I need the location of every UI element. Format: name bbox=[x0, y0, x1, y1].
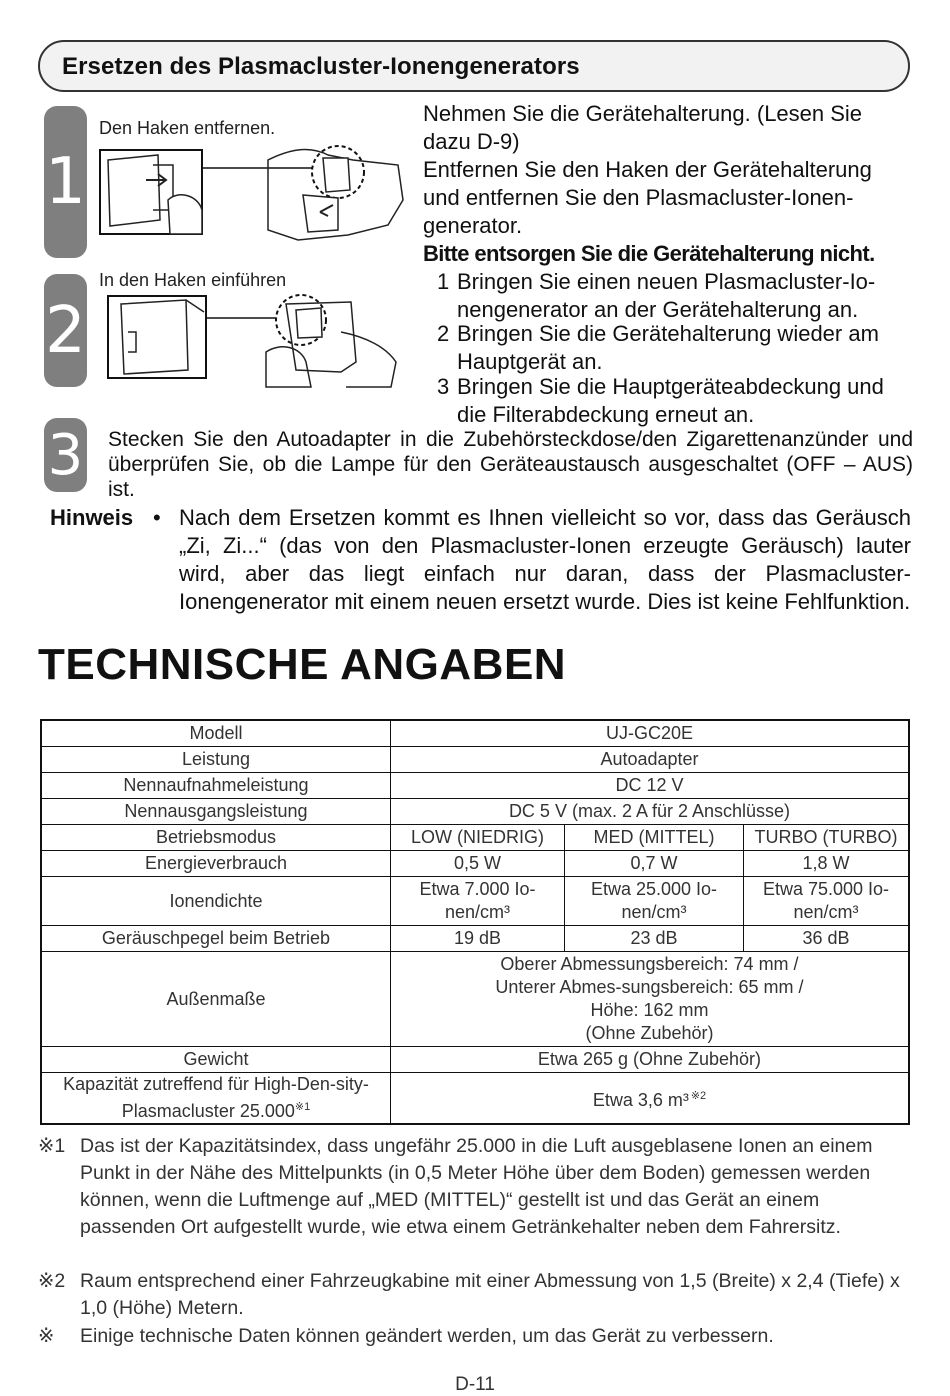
footnote-2-mark: ※2 bbox=[38, 1270, 66, 1292]
step-1-caption: Den Haken entfernen. bbox=[99, 118, 276, 138]
spec-label-modell: Modell bbox=[41, 720, 391, 747]
sub-step-3-number: 3 bbox=[437, 374, 450, 399]
mode-turbo: TURBO (TURBO) bbox=[744, 825, 910, 851]
table-row bbox=[41, 720, 909, 747]
geraeusch-low: 19 dB bbox=[391, 926, 565, 952]
spec-value-aussenmasse bbox=[391, 952, 910, 1047]
kapazitaet-label: Kapazität zutreffend für High-Den-sity-Plasmacluster 25.000 bbox=[63, 1074, 369, 1121]
footnote-ref-2: ※2 bbox=[690, 1089, 707, 1102]
step-1-number: 1 bbox=[44, 106, 87, 258]
table-row bbox=[41, 773, 909, 799]
energie-med: 0,7 W bbox=[565, 851, 744, 877]
table-row bbox=[41, 877, 909, 926]
spec-table bbox=[40, 719, 910, 1125]
aussenmasse-text: Oberer Abmessungsbereich: 74 mm / Unterer Abmes-sungsbereich: 65 mm / Höhe: 162 mm bbox=[495, 954, 804, 1020]
energie-turbo: 1,8 W bbox=[744, 851, 910, 877]
note-bullet: • bbox=[153, 505, 161, 530]
footnote-2 bbox=[38, 1268, 913, 1324]
spec-value-nennaufnahme: DC 12 V bbox=[391, 773, 910, 799]
spec-value-gewicht: Etwa 265 g (Ohne Zubehör) bbox=[391, 1047, 910, 1073]
note-text: Nach dem Ersetzen kommt es Ihnen vielleicht so vor, dass das Geräusch „Zi, Zi...“ (das von den Plasmacluster-Ionen erzeugte Geräusch) lauter wird, aber das liegt einfach nur daran, dass der Plasmacluster-Ionengenerator mit einem neuen ersetzt wurde. Dies ist keine Fehlfunktion. bbox=[179, 505, 911, 614]
geraeusch-med: 23 dB bbox=[565, 926, 744, 952]
spec-label-kapazitaet bbox=[41, 1073, 391, 1125]
section-header bbox=[38, 40, 910, 92]
table-row bbox=[41, 747, 909, 773]
energie-low: 0,5 W bbox=[391, 851, 565, 877]
table-row bbox=[41, 952, 909, 1047]
spec-label-energie: Energieverbrauch bbox=[41, 851, 391, 877]
spec-label-gewicht: Gewicht bbox=[41, 1047, 391, 1073]
instruction-1: Nehmen Sie die Gerätehalterung. (Lesen Sie dazu D-9) bbox=[423, 101, 863, 154]
table-row bbox=[41, 926, 909, 952]
aussenmasse-note: (Ohne Zubehör) bbox=[585, 1023, 714, 1043]
sub-step-1-number: 1 bbox=[437, 269, 450, 294]
ionen-low: Etwa 7.000 Io-nen/cm³ bbox=[391, 877, 565, 926]
spec-value-kapazitaet bbox=[391, 1073, 910, 1125]
geraeusch-turbo: 36 dB bbox=[744, 926, 910, 952]
step-2-number: 2 bbox=[44, 274, 87, 387]
spec-label-betriebsmodus: Betriebsmodus bbox=[41, 825, 391, 851]
step-3-text: Stecken Sie den Autoadapter in die Zubehörsteckdose/den Zigarettenanzünder und überprüfen Sie, ob die Lampe für den Geräteaustausch ausgeschaltet (OFF – AUS) ist. bbox=[108, 428, 913, 501]
spec-value-leistung: Autoadapter bbox=[391, 747, 910, 773]
table-row bbox=[41, 1073, 909, 1125]
page-number: D-11 bbox=[455, 1374, 495, 1395]
section-title: Ersetzen des Plasmacluster-Ionengenerators bbox=[62, 53, 580, 80]
spec-label-nennaufnahme: Nennaufnahmeleistung bbox=[41, 773, 391, 799]
table-row bbox=[41, 851, 909, 877]
footnote-ref-1: ※1 bbox=[294, 1101, 311, 1113]
footnote-1 bbox=[38, 1133, 913, 1268]
spec-label-nennausgang: Nennausgangsleistung bbox=[41, 799, 391, 825]
sub-step-3-text: Bringen Sie die Hauptgeräteabdeckung und die Filterabdeckung erneut an. bbox=[457, 374, 884, 427]
sub-step-2-text: Bringen Sie die Gerätehalterung wieder am Hauptgerät an. bbox=[457, 321, 879, 374]
mode-med: MED (MITTEL) bbox=[565, 825, 744, 851]
note-label: Hinweis bbox=[50, 505, 134, 530]
sub-step-1-text: Bringen Sie einen neuen Plasmacluster-Io-nengenerator an der Gerätehalterung an. bbox=[457, 269, 876, 322]
spec-label-ionendichte: Ionendichte bbox=[41, 877, 391, 926]
mode-low: LOW (NIEDRIG) bbox=[391, 825, 565, 851]
footnote-1-mark: ※1 bbox=[38, 1135, 66, 1157]
step-2-caption: In den Haken einführen bbox=[99, 270, 287, 290]
step-2-illustration bbox=[106, 292, 402, 392]
footnote-1-text: Das ist der Kapazitätsindex, dass ungefähr 25.000 in die Luft ausgeblasene Ionen an einem Punkt in der Nähe des Mittelpunkts (in 0,5 Meter Höhe über dem Boden) gemessen werden können, wenn die Luftmenge auf „MED (MITTEL)“ gestellt ist und das Gerät an einem passenden Ort aufgestellt wurde, wie etwa einem Getränkehalter neben dem Fahrersitz. bbox=[80, 1135, 873, 1238]
step-1-illustration bbox=[98, 140, 408, 245]
table-row bbox=[41, 1047, 909, 1073]
spec-label-leistung: Leistung bbox=[41, 747, 391, 773]
sub-step-2-number: 2 bbox=[437, 321, 450, 346]
spec-label-geraeusch: Geräuschpegel beim Betrieb bbox=[41, 926, 391, 952]
spec-label-aussenmasse: Außenmaße bbox=[41, 952, 391, 1047]
table-row bbox=[41, 799, 909, 825]
spec-title: TECHNISCHE ANGABEN bbox=[38, 640, 567, 689]
instruction-warning: Bitte entsorgen Sie die Gerätehalterung nicht. bbox=[423, 241, 875, 266]
footnote-3-text: Einige technische Daten können geändert werden, um das Gerät zu verbessern. bbox=[80, 1325, 774, 1347]
ionen-turbo: Etwa 75.000 Io-nen/cm³ bbox=[744, 877, 910, 926]
instruction-2: Entfernen Sie den Haken der Gerätehalterung und entfernen Sie den Plasmacluster-Ionen-generator. bbox=[423, 157, 872, 238]
footnote-3 bbox=[38, 1323, 913, 1351]
table-row bbox=[41, 825, 909, 851]
kapazitaet-value: Etwa 3,6 m³ bbox=[592, 1089, 689, 1110]
step-3-number: 3 bbox=[44, 418, 87, 492]
ionen-med: Etwa 25.000 Io-nen/cm³ bbox=[565, 877, 744, 926]
spec-value-modell: UJ-GC20E bbox=[391, 720, 910, 747]
footnote-2-text: Raum entsprechend einer Fahrzeugkabine mit einer Abmessung von 1,5 (Breite) x 2,4 (Tiefe) x 1,0 (Höhe) Metern. bbox=[80, 1270, 900, 1319]
footnote-3-mark: ※ bbox=[38, 1325, 55, 1347]
spec-value-nennausgang: DC 5 V (max. 2 A für 2 Anschlüsse) bbox=[391, 799, 910, 825]
